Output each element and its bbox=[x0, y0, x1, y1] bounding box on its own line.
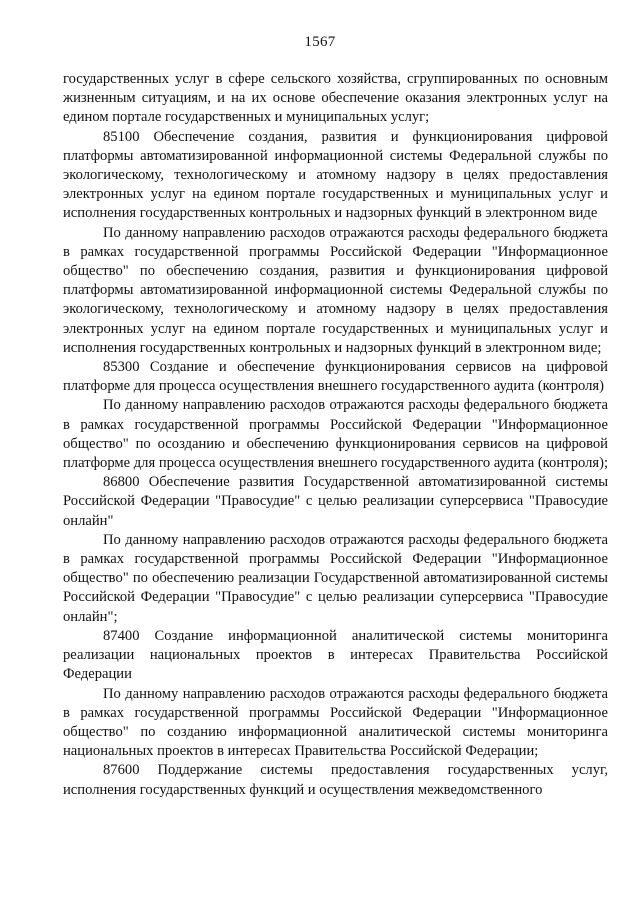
paragraph-87400-description: По данному направлению расходов отражаются расходы федерального бюджета в рамках государственной программы Российской Федерации "Информационное общество" по созданию информационной аналитической системы мониторинга национальных проектов в интересах Правительства Российской Федерации; bbox=[63, 685, 608, 760]
paragraph-86800-description: По данному направлению расходов отражаются расходы федерального бюджета в рамках государственной программы Российской Федерации "Информационное общество" по обеспечению реализации Государственной автоматизированной системы Российской Федерации "Правосудие" с целью реализации суперсервиса "Правосудие онлайн"; bbox=[63, 531, 608, 625]
paragraph-continuation: государственных услуг в сфере сельского хозяйства, сгруппированных по основным жизненным ситуациям, и на их основе обеспечение оказания электронных услуг на едином портале государственных и муниципальных услуг; bbox=[63, 71, 608, 126]
heading-86800: 86800 Обеспечение развития Государственной автоматизированной системы Российской Федерации "Правосудие" с целью реализации суперсервиса "Правосудие онлайн" bbox=[63, 474, 608, 529]
paragraph-85300-description: По данному направлению расходов отражаются расходы федерального бюджета в рамках государственной программы Российской Федерации "Информационное общество" по осозданию и обеспечению функционирования сервисов на цифровой платформе для процесса осуществления внешнего государственного аудита (контроля); bbox=[63, 397, 609, 472]
heading-85300: 85300 Создание и обеспечение функционирования сервисов на цифровой платформе для процесса осуществления внешнего государственного аудита (контроля) bbox=[63, 359, 608, 395]
document-body bbox=[63, 70, 608, 800]
heading-85100: 85100 Обеспечение создания, развития и функционирования цифровой платформы автоматизированной информационной системы Федеральной службы по экологическому, технологическому и атомному надзору в целях предоставления электронных услуг на едином портале государственных и муниципальных услуг и исполнения государственных контрольных и надзорных функций в электронном виде bbox=[63, 128, 608, 222]
paragraph-85100-description: По данному направлению расходов отражаются расходы федерального бюджета в рамках государственной программы Российской Федерации "Информационное общество" по обеспечению создания, развития и функционирования цифровой платформы автоматизированной информационной системы Федеральной службы по экологическому, технологическому и атомному надзору в целях предоставления электронных услуг на едином портале государственных и муниципальных услуг и исполнения государственных контрольных и надзорных функций в электронном виде; bbox=[63, 224, 608, 356]
page-number: 1567 bbox=[304, 34, 336, 50]
heading-87600: 87600 Поддержание системы предоставления государственных услуг, исполнения государственных функций и осуществления межведомственного bbox=[63, 762, 608, 798]
heading-87400: 87400 Создание информационной аналитической системы мониторинга реализации национальных проектов в интересах Правительства Российской Федерации bbox=[63, 627, 608, 683]
